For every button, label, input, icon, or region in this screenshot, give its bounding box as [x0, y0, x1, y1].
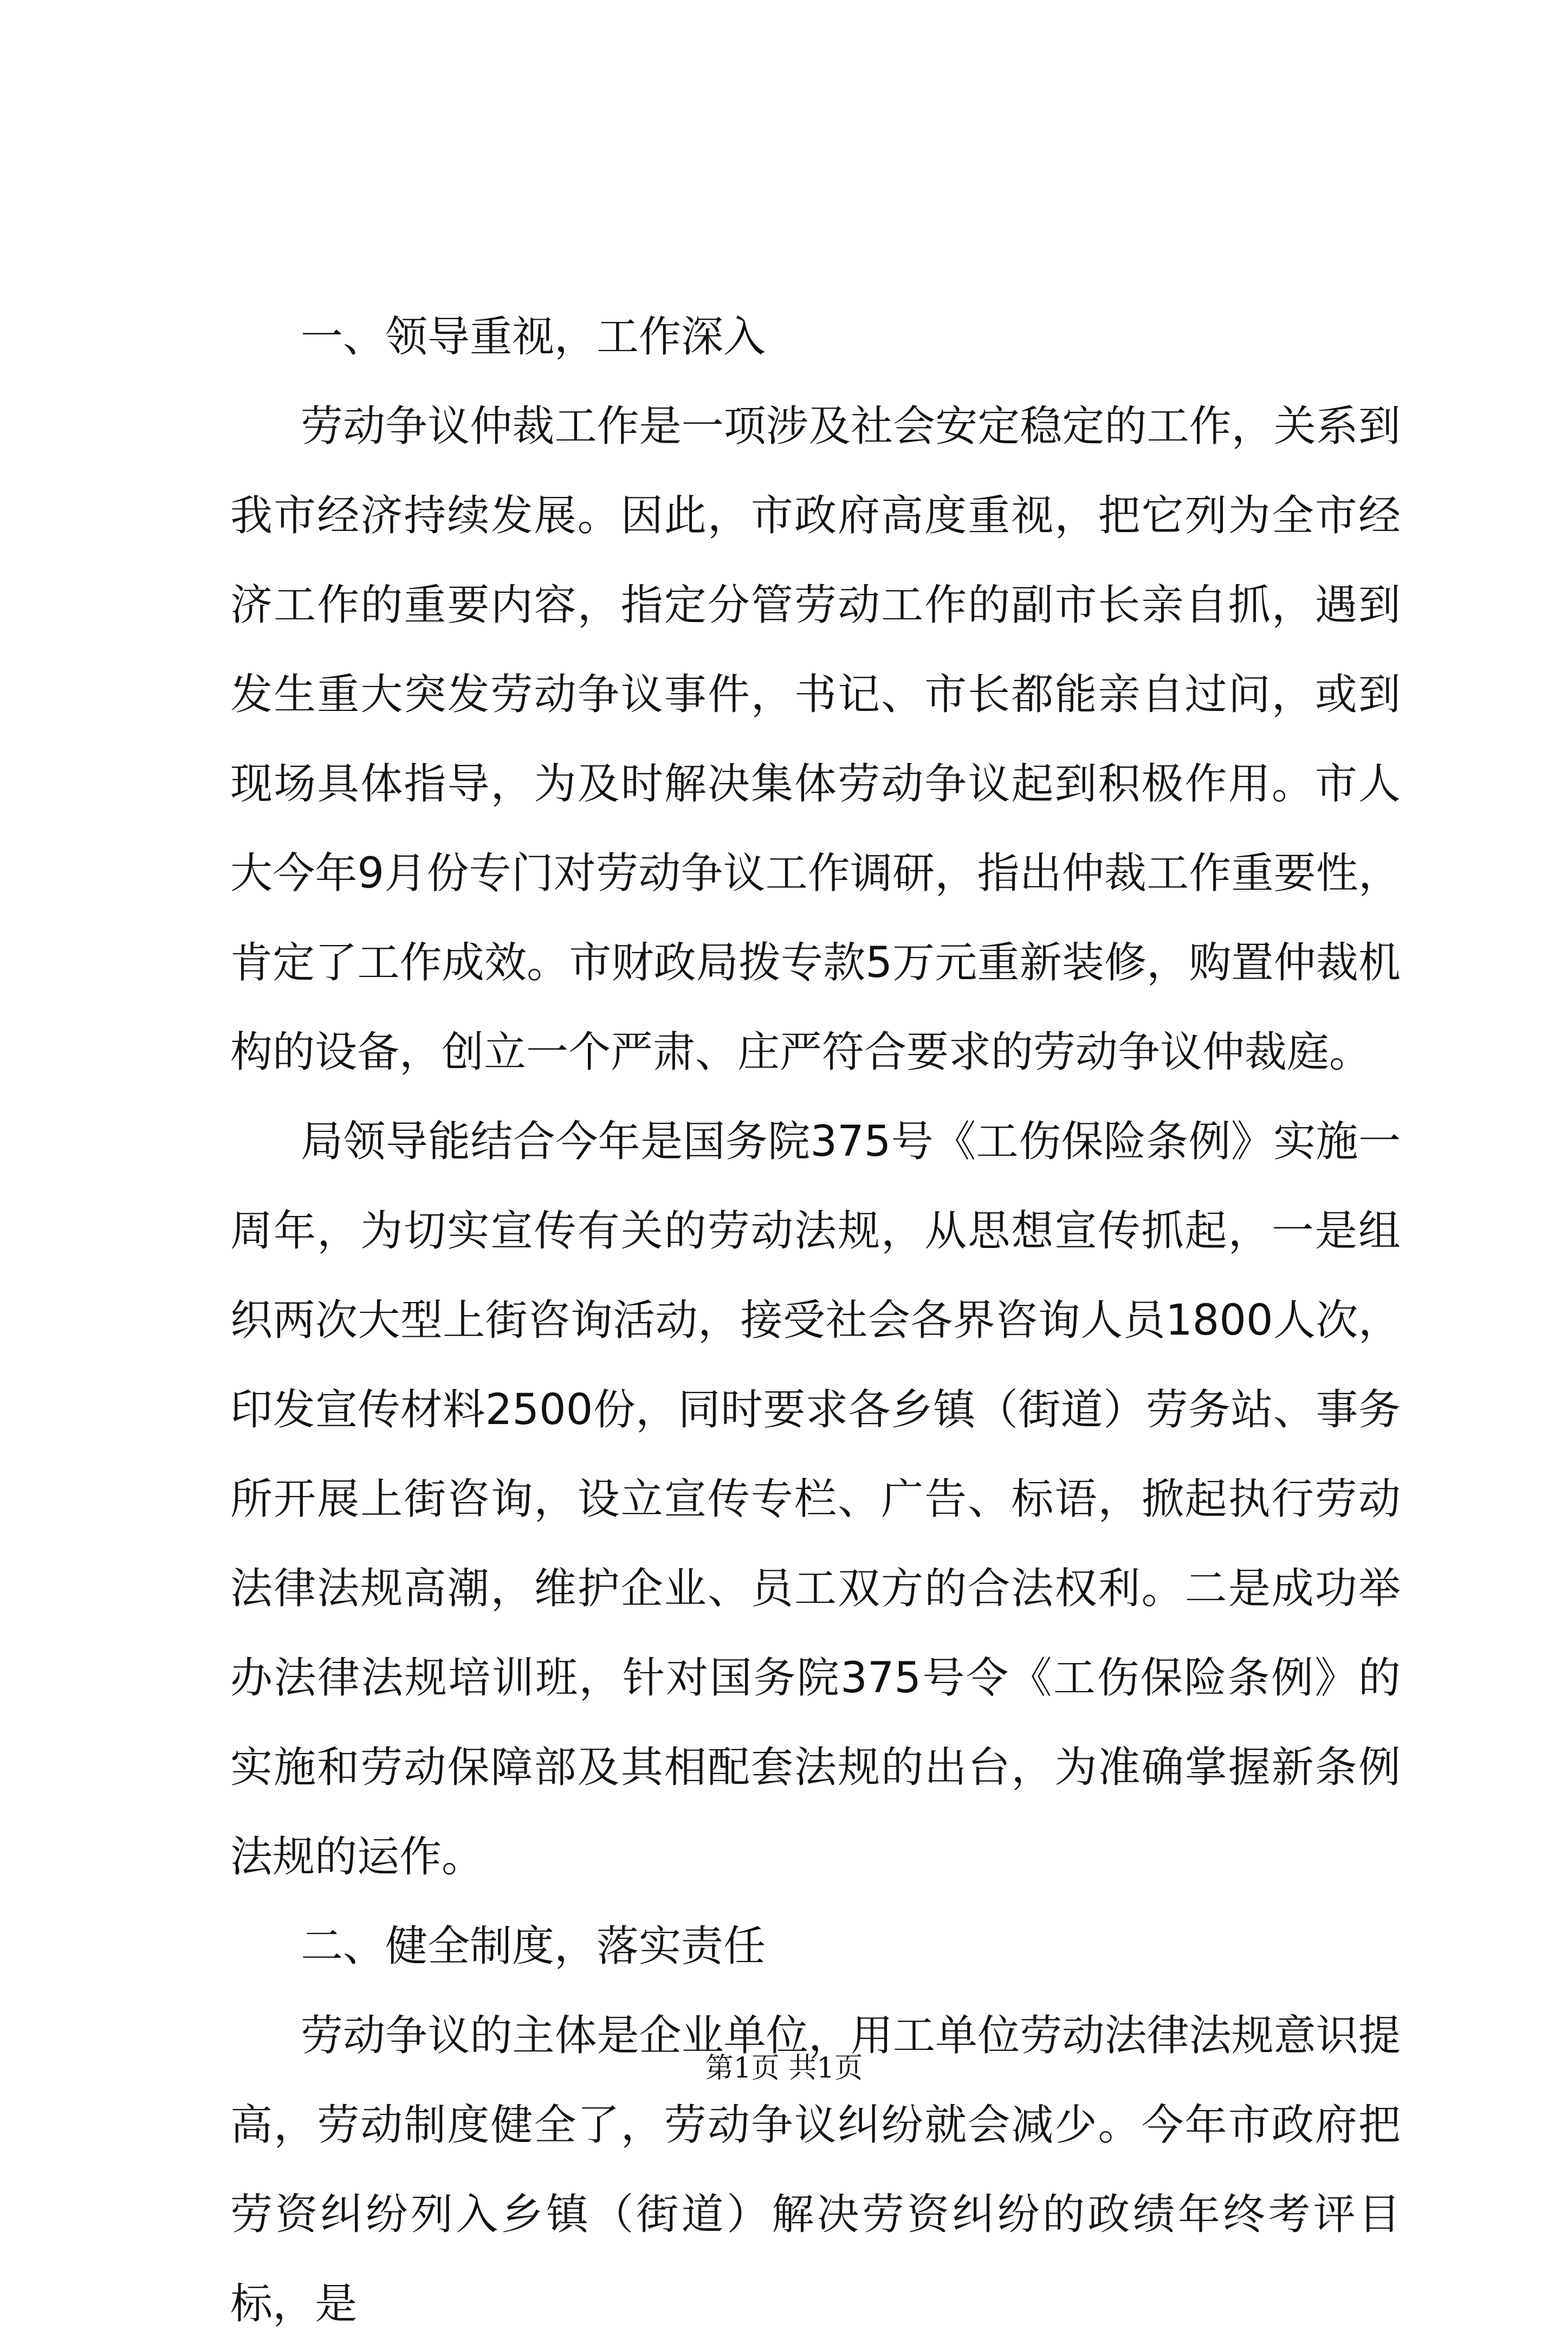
- paragraph-1: 劳动争议仲裁工作是一项涉及社会安定稳定的工作，关系到我市经济持续发展。因此，市政府高度重视，把它列为全市经济工作的重要内容，指定分管劳动工作的副市长亲自抓，遇到发生重大突发劳动争议事件，书记、市长都能亲自过问，或到现场具体指导，为及时解决集体劳动争议起到积极作用。市人大今年9月份专门对劳动争议工作调研，指出仲裁工作重要性，肯定了工作成效。市财政局拨专款5万元重新装修，购置仲裁机构的设备，创立一个严肃、庄严符合要求的劳动争议仲裁庭。: [230, 402, 1401, 1077]
- paragraph-2: 局领导能结合今年是国务院375号《工伤保险条例》实施一周年，为切实宣传有关的劳动法规，从思想宣传抓起，一是组织两次大型上街咨询活动，接受社会各界咨询人员1800人次，印发宣传材料2500份，同时要求各乡镇（街道）劳务站、事务所开展上街咨询，设立宣传专栏、广告、标语，掀起执行劳动法律法规高潮，维护企业、员工双方的合法权利。二是成功举办法律法规培训班，针对国务院375号令《工伤保险条例》的实施和劳动保障部及其相配套法规的出台，为准确掌握新条例法规的运作。: [230, 1117, 1401, 1881]
- section-heading-2: 二、健全制度，落实责任: [301, 1922, 766, 1971]
- paragraph-3: 劳动争议的主体是企业单位，用工单位劳动法律法规意识提高，劳动制度健全了，劳动争议纠纷就会减少。今年市政府把劳资纠纷列入乡镇（街道）解决劳资纠纷的政绩年终考评目标，是: [230, 2011, 1401, 2328]
- section-heading-1: 一、领导重视，工作深入: [301, 313, 766, 361]
- page-footer: 第1页 共1页: [705, 2052, 863, 2085]
- document-body: [230, 293, 1401, 2349]
